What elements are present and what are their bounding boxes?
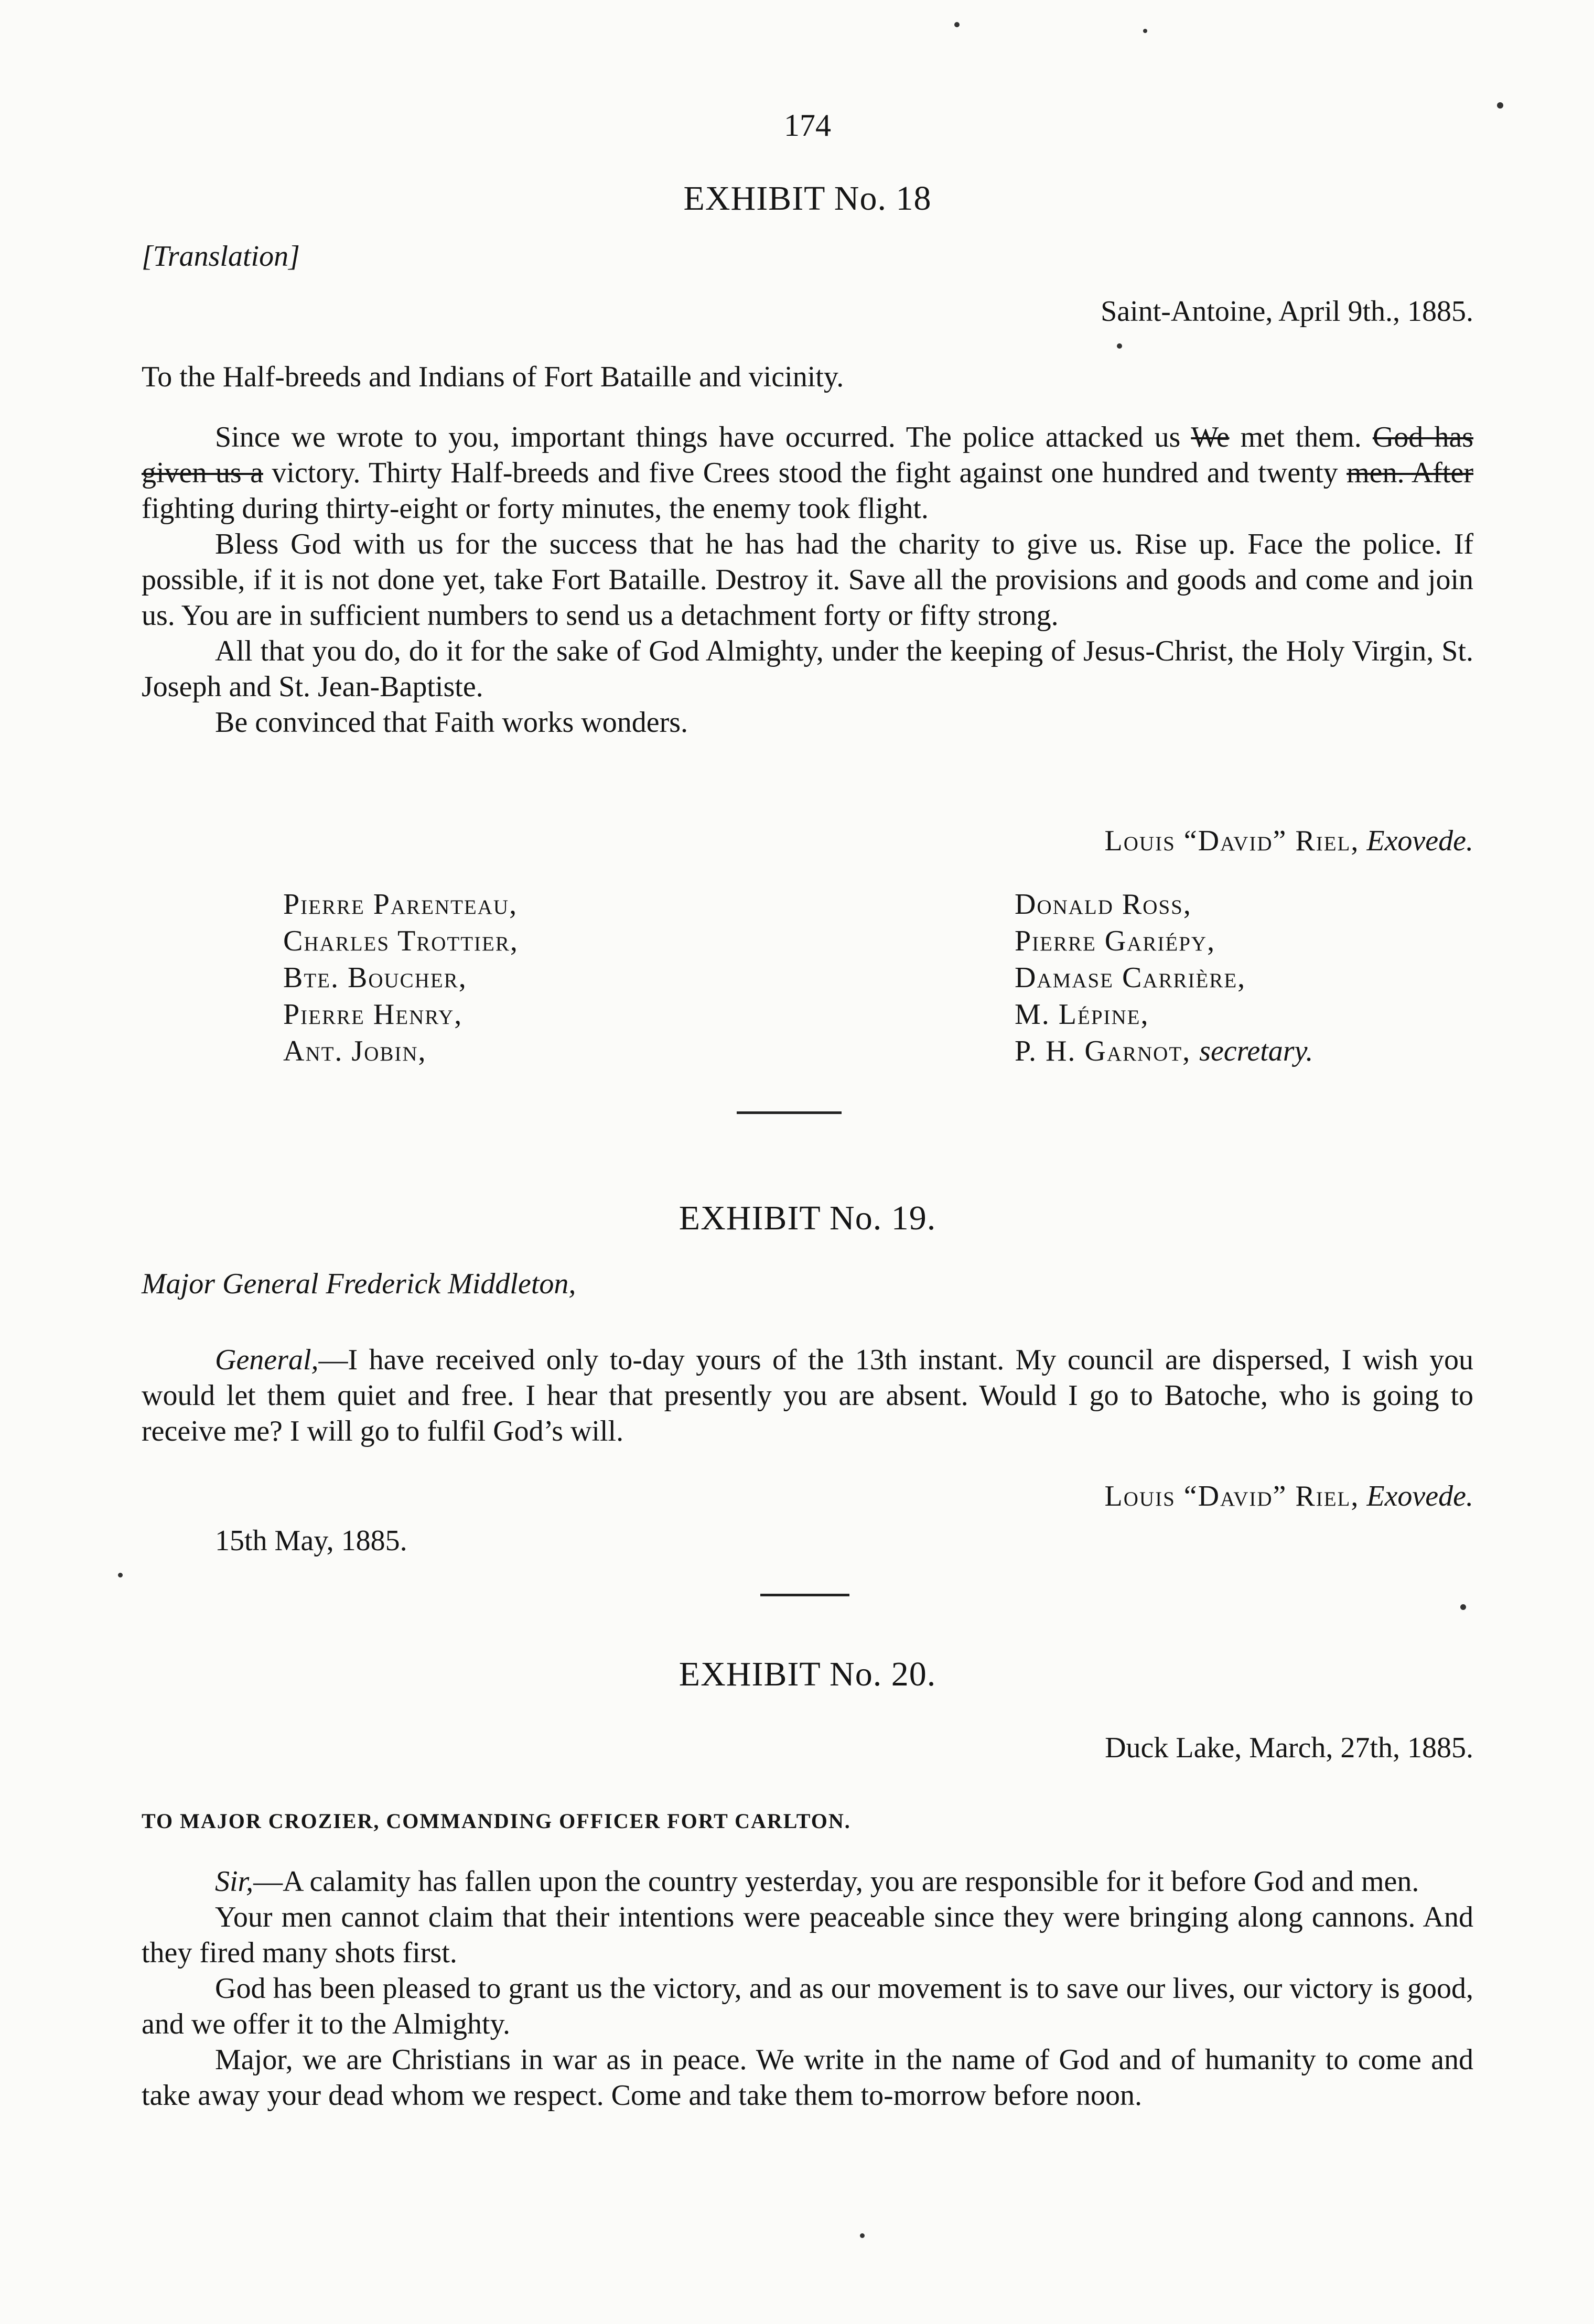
exhibit-18-heading: EXHIBIT No. 18 [683, 179, 932, 218]
struck-text: We [1191, 421, 1230, 453]
signer-name: Donald Ross, [1015, 888, 1192, 921]
scan-speck [1460, 1604, 1466, 1610]
exhibit-20-paragraph-3: God has been pleased to grant us the victory, and as our movement is to save our lives, our victory is good, and we offer it to the Almighty. [142, 1972, 1473, 2040]
section-divider [737, 1111, 842, 1114]
exhibit-18-paragraph-3: All that you do, do it for the sake of God Almighty, under the keeping of Jesus-Christ, the Holy Virgin, St. Joseph and St. Jean-Baptiste. [142, 635, 1473, 703]
scan-speck [860, 2233, 865, 2238]
struck-text: God has given us a [142, 421, 1473, 489]
signer-name: Ant. Jobin, [283, 1035, 427, 1067]
exhibit-18-dateline: Saint-Antoine, April 9th., 1885. [1101, 295, 1473, 328]
scan-speck [1117, 343, 1122, 349]
exhibit-20-paragraph-4: Major, we are Christians in war as in peace. We write in the name of God and of humanity to come and take away your dead whom we respect. Come and take them to-morrow before noon. [142, 2044, 1473, 2112]
exhibit-19-heading: EXHIBIT No. 19. [678, 1199, 936, 1237]
exhibit-18-address: To the Half-breeds and Indians of Fort Bataille and vicinity. [142, 361, 844, 393]
secretary-label: secretary. [1199, 1035, 1313, 1067]
exhibit-19-addressee: Major General Frederick Middleton, [142, 1268, 576, 1300]
signer-name: Pierre Parenteau, [283, 888, 518, 921]
exhibit-19-body [142, 1342, 1473, 1449]
scan-speck [954, 22, 960, 27]
exhibit-20-body [142, 1864, 1473, 2113]
document-page [142, 0, 1473, 2324]
exhibit-20-heading: EXHIBIT No. 20. [678, 1655, 936, 1693]
exhibit-18-paragraph-4: Be convinced that Faith works wonders. [215, 706, 688, 739]
signers-right [1015, 886, 1313, 1069]
exhibit-18-signature: Louis “David” Riel, Exovede. [1104, 825, 1473, 857]
signer-name: Damase Carrière, [1015, 961, 1246, 994]
exhibit-18-paragraph-2: Bless God with us for the success that he has had the charity to give us. Rise up. Face the police. If possible, if it is not done yet, take Fort Bataille. Destroy it. Save all the provisions and goods and come and join us. You are in sufficient numbers to send us a detachment forty or fifty strong. [142, 528, 1473, 632]
signer-name: Bte. Boucher, [283, 961, 467, 994]
exhibit-20-paragraph-1: Sir,—A calamity has fallen upon the country yesterday, you are responsible for it before God and men. [215, 1865, 1419, 1898]
exhibit-20-paragraph-2: Your men cannot claim that their intentions were peaceable since they were bringing along cannons. And they fired many shots first. [142, 1901, 1473, 1969]
salutation: General, [215, 1344, 319, 1376]
scan-speck [1497, 102, 1503, 109]
scan-speck [1143, 29, 1147, 33]
signer-name: Charles Trottier, [283, 925, 519, 957]
signer-name: Pierre Henry, [283, 998, 463, 1031]
signer-name: M. Lépine, [1015, 998, 1149, 1031]
exhibit-19-date: 15th May, 1885. [215, 1525, 407, 1557]
signer-name: P. H. Garnot, secretary. [1015, 1035, 1313, 1067]
exhibit-18-body [142, 419, 1473, 740]
scan-speck [118, 1573, 123, 1577]
exhibit-20-address: TO MAJOR CROZIER, COMMANDING OFFICER FORT CARLTON. [142, 1809, 851, 1833]
struck-text: men. After [1347, 457, 1473, 489]
signers-left [283, 886, 519, 1069]
exhibit-18-paragraph-1: Since we wrote to you, important things have occurred. The police attacked us We met them. God has given us a victory. Thirty Half-breeds and five Crees stood the fight against one hundred and twenty men. After fighting during thirty-eight or forty minutes, the enemy took flight. [142, 421, 1473, 525]
page-number: 174 [784, 108, 831, 143]
section-divider [760, 1594, 849, 1596]
signer-name: Pierre Gariépy, [1015, 925, 1216, 957]
exhibit-19-signature: Louis “David” Riel, Exovede. [1104, 1480, 1473, 1512]
exhibit-19-paragraph: General,—I have received only to-day yours of the 13th instant. My council are dispersed, I wish you would let them quiet and free. I hear that presently you are absent. Would I go to Batoche, who is going to receive me? I will go to fulfil God’s will. [142, 1344, 1473, 1447]
salutation: Sir, [215, 1865, 254, 1898]
translation-label: [Translation] [142, 240, 300, 273]
exhibit-20-dateline: Duck Lake, March, 27th, 1885. [1105, 1732, 1473, 1764]
